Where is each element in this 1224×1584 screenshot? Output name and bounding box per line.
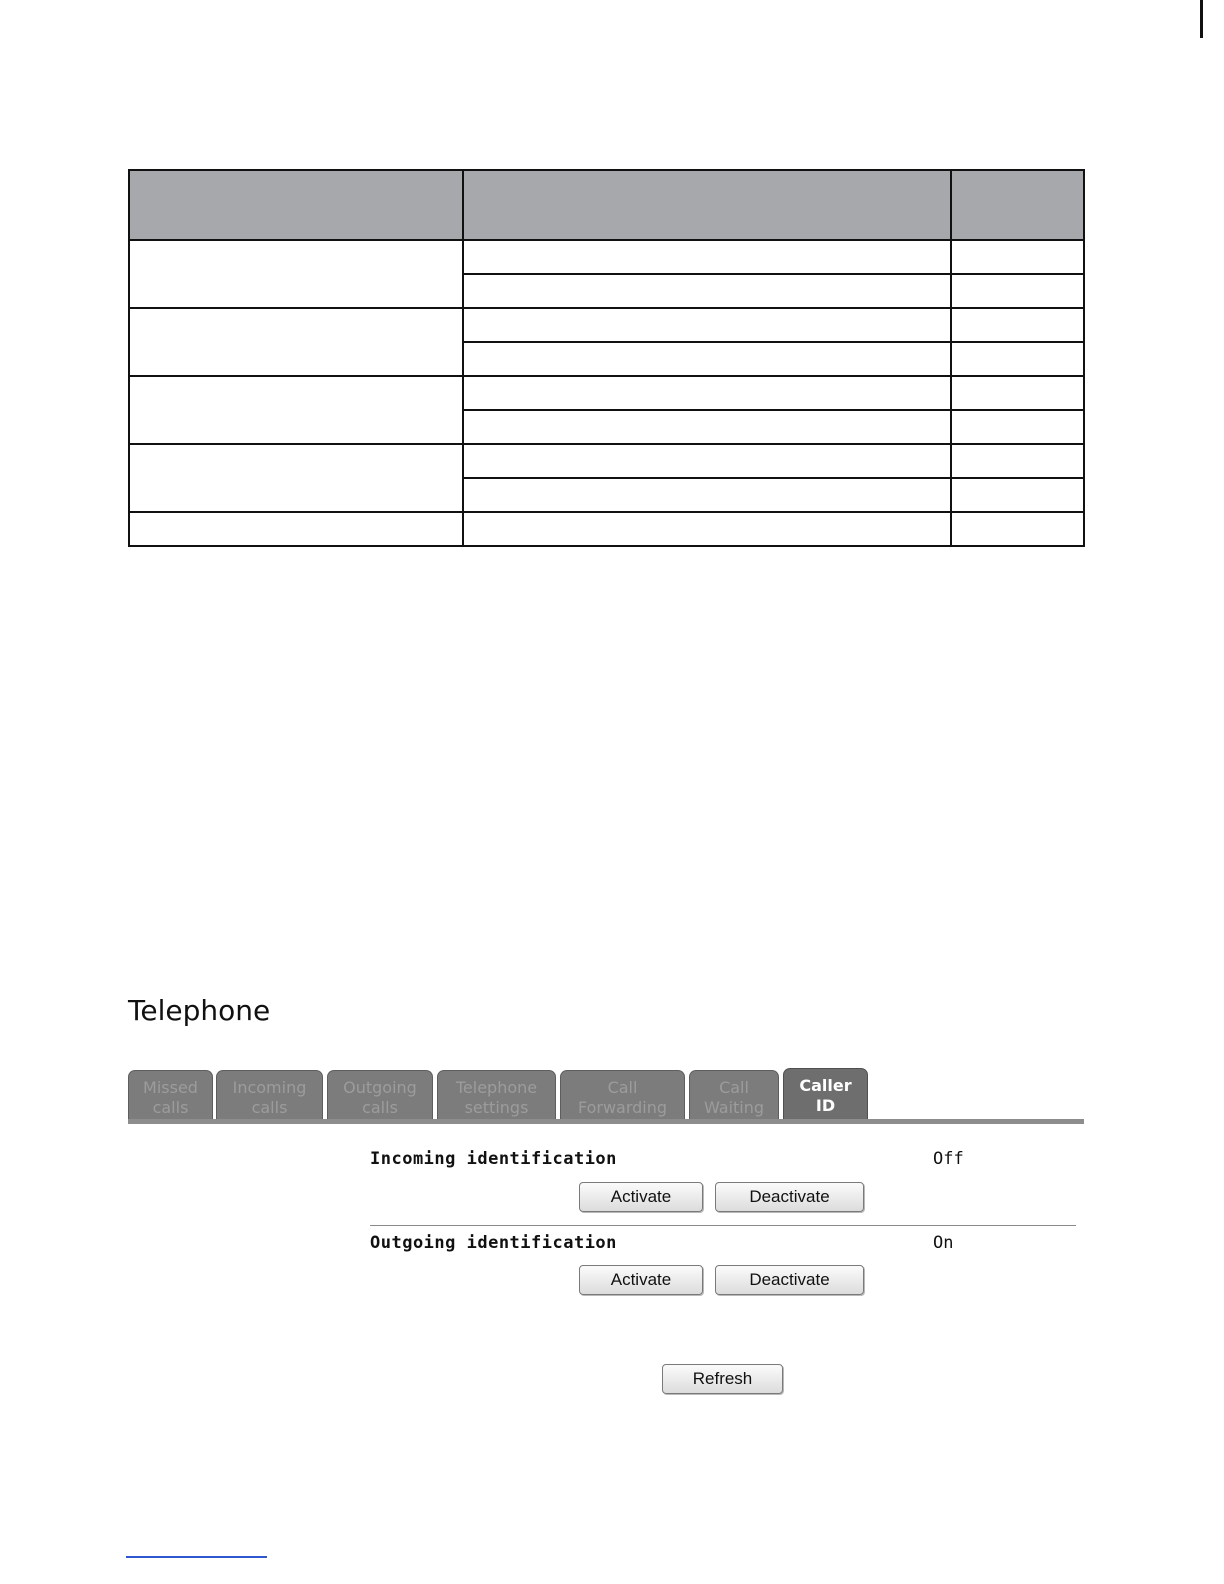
table-cell [951, 478, 1084, 512]
table-cell [951, 410, 1084, 444]
tab-label: Telephone [455, 1078, 538, 1097]
outgoing-activate-button[interactable]: Activate [579, 1265, 703, 1295]
table-cell [463, 478, 951, 512]
reference-table [128, 169, 1085, 547]
tab-label: Forwarding [577, 1098, 668, 1117]
tab-label: Waiting [703, 1098, 765, 1117]
table-group-cell [129, 444, 463, 512]
tab-label: calls [251, 1098, 288, 1117]
table-cell [463, 512, 951, 546]
table-header-row [129, 170, 1084, 240]
table-cell [951, 274, 1084, 308]
table-row [129, 376, 1084, 410]
table-cell [463, 444, 951, 478]
table-cell [129, 512, 463, 546]
tab-call-forwarding[interactable] [560, 1070, 685, 1119]
outgoing-deactivate-button[interactable]: Deactivate [715, 1265, 864, 1295]
table-cell [951, 240, 1084, 274]
table-row [129, 444, 1084, 478]
table-cell [463, 376, 951, 410]
outgoing-identification-status: On [933, 1233, 954, 1253]
tab-label: Call [719, 1078, 749, 1097]
incoming-identification-label: Incoming identification [370, 1149, 617, 1169]
tab-label: settings [464, 1098, 529, 1117]
table-header-cell [129, 170, 463, 240]
incoming-deactivate-button[interactable]: Deactivate [715, 1182, 864, 1212]
table-cell [951, 444, 1084, 478]
tab-incoming-calls[interactable] [216, 1070, 323, 1119]
tab-caller-id[interactable] [783, 1068, 868, 1119]
tab-label: ID [815, 1096, 836, 1115]
table-group-cell [129, 240, 463, 308]
tab-missed-calls[interactable] [128, 1070, 213, 1119]
page-edge-mark [1200, 0, 1203, 38]
table-cell [463, 240, 951, 274]
tab-telephone-settings[interactable] [437, 1070, 556, 1119]
table-cell [463, 274, 951, 308]
table-group-cell [129, 376, 463, 444]
table-header-cell [463, 170, 951, 240]
table-group-cell [129, 308, 463, 376]
table-cell [951, 342, 1084, 376]
table-header-cell [951, 170, 1084, 240]
tab-label: calls [152, 1098, 189, 1117]
table-row [129, 240, 1084, 274]
footer-link-underline[interactable] [126, 1556, 267, 1558]
table-row [129, 308, 1084, 342]
table-cell [951, 512, 1084, 546]
incoming-activate-button[interactable]: Activate [579, 1182, 703, 1212]
tab-outgoing-calls[interactable] [327, 1070, 433, 1119]
page-title: Telephone [128, 994, 271, 1027]
section-divider [370, 1225, 1076, 1226]
table-cell [951, 376, 1084, 410]
table-row [129, 512, 1084, 546]
tab-label: Caller [799, 1076, 852, 1095]
tab-bar-baseline [128, 1119, 1084, 1124]
incoming-identification-status: Off [933, 1149, 964, 1169]
table-cell [463, 410, 951, 444]
table-cell [951, 308, 1084, 342]
table-cell [463, 308, 951, 342]
table-cell [463, 342, 951, 376]
tab-label: Outgoing [343, 1078, 417, 1097]
tab-label: calls [362, 1098, 398, 1117]
tab-label: Incoming [232, 1078, 307, 1097]
tab-bar [128, 1068, 1084, 1124]
tab-label: Call [607, 1078, 638, 1097]
tab-call-waiting[interactable] [689, 1070, 779, 1119]
tab-label: Missed [143, 1078, 198, 1097]
outgoing-identification-label: Outgoing identification [370, 1233, 617, 1253]
refresh-button[interactable]: Refresh [662, 1364, 783, 1394]
